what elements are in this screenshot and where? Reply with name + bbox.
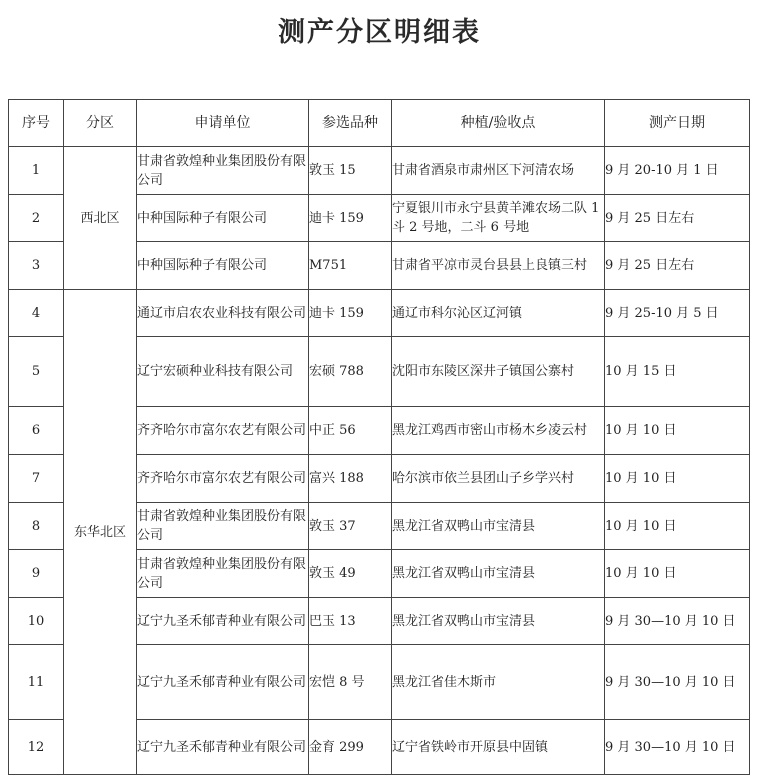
- row-date: 10 月 15 日: [605, 337, 750, 407]
- row-date: 9 月 30—10 月 10 日: [605, 645, 750, 720]
- row-site: 黑龙江鸡西市密山市杨木乡凌云村: [392, 407, 605, 455]
- row-date: 9 月 30—10 月 10 日: [605, 720, 750, 775]
- row-variety: 敦玉 49: [309, 550, 392, 598]
- header-date: 测产日期: [605, 100, 750, 147]
- table-header-row: [9, 100, 750, 147]
- row-applicant: 甘肃省敦煌种业集团股份有限公司: [137, 503, 309, 550]
- row-date: 10 月 10 日: [605, 550, 750, 598]
- row-applicant: 齐齐哈尔市富尔农艺有限公司: [137, 407, 309, 455]
- row-seq: 10: [9, 598, 64, 645]
- row-date: 10 月 10 日: [605, 503, 750, 550]
- row-date: 10 月 10 日: [605, 455, 750, 503]
- row-date: 9 月 20-10 月 1 日: [605, 147, 750, 195]
- region-northeast: 东华北区: [64, 290, 137, 775]
- row-seq: 1: [9, 147, 64, 195]
- row-applicant: 甘肃省敦煌种业集团股份有限公司: [137, 147, 309, 195]
- row-applicant: 中种国际种子有限公司: [137, 195, 309, 242]
- row-seq: 4: [9, 290, 64, 337]
- header-site: 种植/验收点: [392, 100, 605, 147]
- row-date: 9 月 25-10 月 5 日: [605, 290, 750, 337]
- row-date: 9 月 25 日左右: [605, 195, 750, 242]
- row-seq: 8: [9, 503, 64, 550]
- row-site: 辽宁省铁岭市开原县中固镇: [392, 720, 605, 775]
- row-applicant: 辽宁九圣禾郁青种业有限公司: [137, 598, 309, 645]
- header-region: 分区: [64, 100, 137, 147]
- row-site: 黑龙江省双鸭山市宝清县: [392, 598, 605, 645]
- row-site: 黑龙江省双鸭山市宝清县: [392, 503, 605, 550]
- row-applicant: 辽宁九圣禾郁青种业有限公司: [137, 720, 309, 775]
- row-site: 沈阳市东陵区深井子镇国公寨村: [392, 337, 605, 407]
- row-applicant: 甘肃省敦煌种业集团股份有限公司: [137, 550, 309, 598]
- header-applicant: 申请单位: [137, 100, 309, 147]
- row-seq: 2: [9, 195, 64, 242]
- row-seq: 11: [9, 645, 64, 720]
- row-date: 10 月 10 日: [605, 407, 750, 455]
- row-variety: 敦玉 37: [309, 503, 392, 550]
- row-applicant: 辽宁九圣禾郁青种业有限公司: [137, 645, 309, 720]
- row-site: 黑龙江省双鸭山市宝清县: [392, 550, 605, 598]
- row-variety: 中正 56: [309, 407, 392, 455]
- row-seq: 5: [9, 337, 64, 407]
- row-seq: 7: [9, 455, 64, 503]
- row-site: 甘肃省平凉市灵台县县上良镇三村: [392, 242, 605, 290]
- row-variety: 巴玉 13: [309, 598, 392, 645]
- header-seq: 序号: [9, 100, 64, 147]
- region-northwest: 西北区: [64, 147, 137, 290]
- row-applicant: 辽宁宏硕种业科技有限公司: [137, 337, 309, 407]
- header-variety: 参选品种: [309, 100, 392, 147]
- row-variety: 富兴 188: [309, 455, 392, 503]
- row-variety: 宏硕 788: [309, 337, 392, 407]
- row-seq: 3: [9, 242, 64, 290]
- row-variety: 宏恺 8 号: [309, 645, 392, 720]
- row-variety: 金育 299: [309, 720, 392, 775]
- row-seq: 9: [9, 550, 64, 598]
- row-seq: 12: [9, 720, 64, 775]
- row-variety: 敦玉 15: [309, 147, 392, 195]
- table-row: [9, 147, 750, 195]
- row-applicant: 通辽市启农农业科技有限公司: [137, 290, 309, 337]
- row-seq: 6: [9, 407, 64, 455]
- row-date: 9 月 25 日左右: [605, 242, 750, 290]
- row-variety: 迪卡 159: [309, 195, 392, 242]
- row-date: 9 月 30—10 月 10 日: [605, 598, 750, 645]
- page-title: 测产分区明细表: [278, 17, 481, 48]
- row-applicant: 中种国际种子有限公司: [137, 242, 309, 290]
- row-site: 甘肃省酒泉市肃州区下河清农场: [392, 147, 605, 195]
- row-site: 黑龙江省佳木斯市: [392, 645, 605, 720]
- yield-region-table: [8, 99, 750, 775]
- row-variety: 迪卡 159: [309, 290, 392, 337]
- row-site: 宁夏银川市永宁县黄羊滩农场二队 1 斗 2 号地，二斗 6 号地: [392, 195, 605, 242]
- row-variety: M751: [309, 242, 392, 290]
- row-site: 通辽市科尔沁区辽河镇: [392, 290, 605, 337]
- table-row: [9, 290, 750, 337]
- row-applicant: 齐齐哈尔市富尔农艺有限公司: [137, 455, 309, 503]
- row-site: 哈尔滨市依兰县团山子乡学兴村: [392, 455, 605, 503]
